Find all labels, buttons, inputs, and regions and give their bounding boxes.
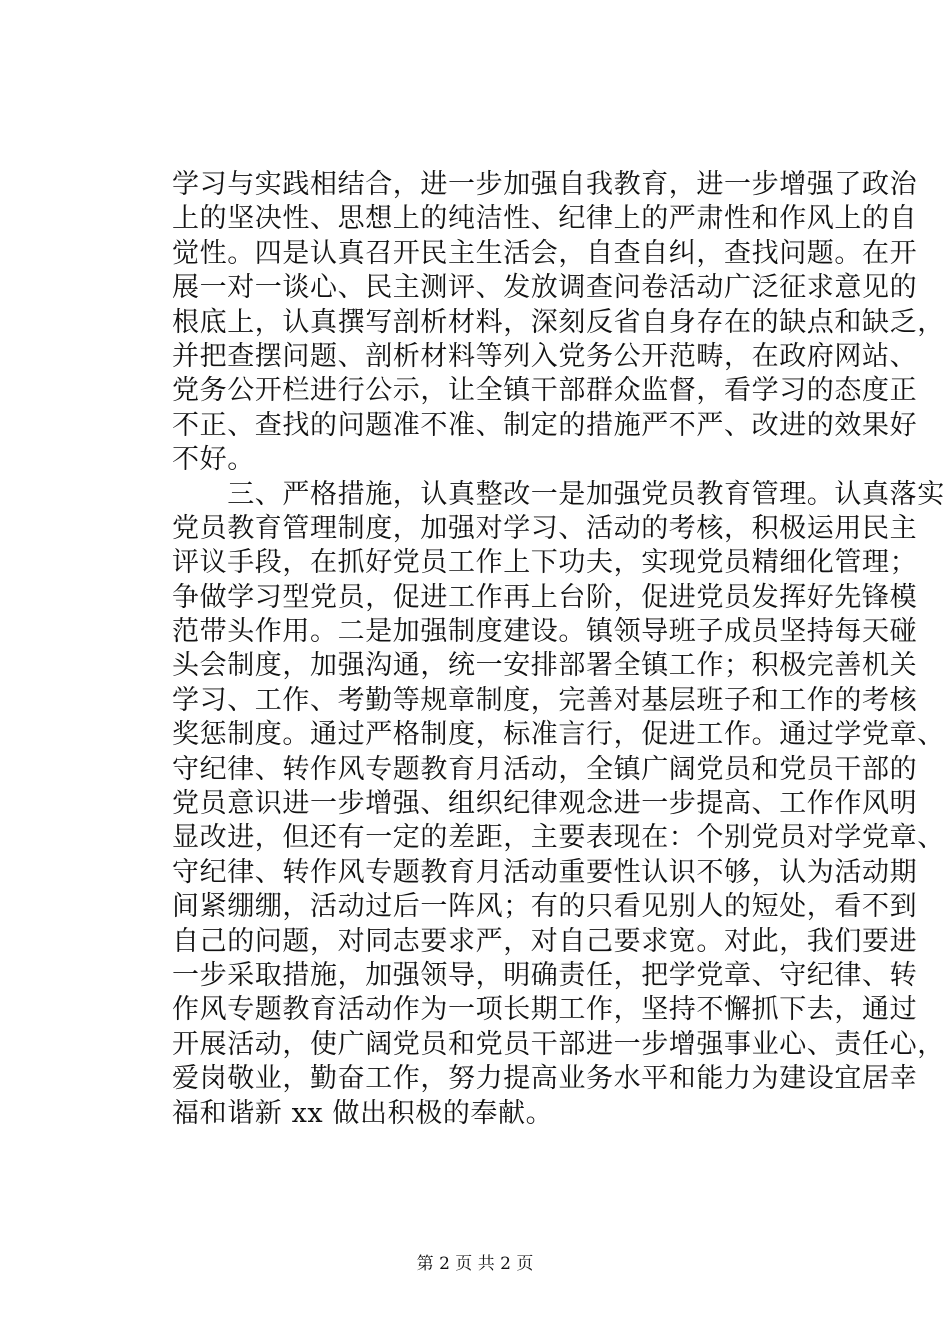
text-line: 头会制度，加强沟通，统一安排部署全镇工作；积极完善机关 — [172, 650, 918, 682]
text-line: 党务公开栏进行公示，让全镇干部群众监督，看学习的态度正 — [172, 375, 918, 407]
text-line: 自己的问题，对同志要求严，对自己要求宽。对此，我们要进 — [172, 925, 918, 957]
text-line: 奖惩制度。通过严格制度，标准言行，促进工作。通过学党章、 — [172, 719, 945, 751]
text-line: 展一对一谈心、民主测评、发放调查问卷活动广泛征求意见的 — [172, 272, 918, 304]
text-line: 上的坚决性、思想上的纯洁性、纪律上的严肃性和作风上的自 — [172, 203, 918, 235]
text-line: 守纪律、转作风专题教育月活动，全镇广阔党员和党员干部的 — [172, 753, 918, 785]
text-line: 不好。 — [172, 444, 255, 476]
text-line: 福和谐新 xx 做出积极的奉献。 — [172, 1097, 554, 1129]
text-line: 评议手段，在抓好党员工作上下功夫，实现党员精细化管理； — [172, 547, 918, 579]
document-body — [172, 168, 945, 1131]
text-line: 并把查摆问题、剖析材料等列入党务公开范畴，在政府网站、 — [172, 340, 918, 372]
text-line: 范带头作用。二是加强制度建设。镇领导班子成员坚持每天碰 — [172, 616, 918, 648]
text-line: 显改进，但还有一定的差距，主要表现在：个别党员对学党章、 — [172, 822, 945, 854]
text-line: 学习、工作、考勤等规章制度，完善对基层班子和工作的考核 — [172, 684, 918, 716]
text-line: 根底上，认真撰写剖析材料，深刻反省自身存在的缺点和缺乏， — [172, 306, 945, 338]
text-line: 一步采取措施，加强领导，明确责任，把学党章、守纪律、转 — [172, 959, 918, 991]
text-line: 作风专题教育活动作为一项长期工作，坚持不懈抓下去，通过 — [172, 994, 918, 1026]
text-line: 学习与实践相结合，进一步加强自我教育，进一步增强了政治 — [172, 169, 918, 200]
section-heading-line: 三、严格措施，认真整改一是加强党员教育管理。认真落实 — [172, 478, 945, 510]
text-line: 开展活动，使广阔党员和党员干部进一步增强事业心、责任心， — [172, 1028, 945, 1060]
text-line: 党员教育管理制度，加强对学习、活动的考核，积极运用民主 — [172, 512, 918, 544]
text-line: 党员意识进一步增强、组织纪律观念进一步提高、工作作风明 — [172, 788, 918, 820]
text-line: 守纪律、转作风专题教育月活动重要性认识不够，认为活动期 — [172, 856, 918, 888]
page-number-footer: 第 2 页 共 2 页 — [416, 1254, 534, 1274]
text-line: 爱岗敬业，勤奋工作，努力提高业务水平和能力为建设宜居幸 — [172, 1063, 918, 1095]
text-line: 不正、查找的问题准不准、制定的措施严不严、改进的效果好 — [172, 409, 918, 441]
text-line: 觉性。四是认真召开民主生活会，自查自纠，查找问题。在开 — [172, 237, 918, 269]
text-line: 争做学习型党员，促进工作再上台阶，促进党员发挥好先锋模 — [172, 581, 918, 613]
text-line: 间紧绷绷，活动过后一阵风；有的只看见别人的短处，看不到 — [172, 891, 918, 923]
